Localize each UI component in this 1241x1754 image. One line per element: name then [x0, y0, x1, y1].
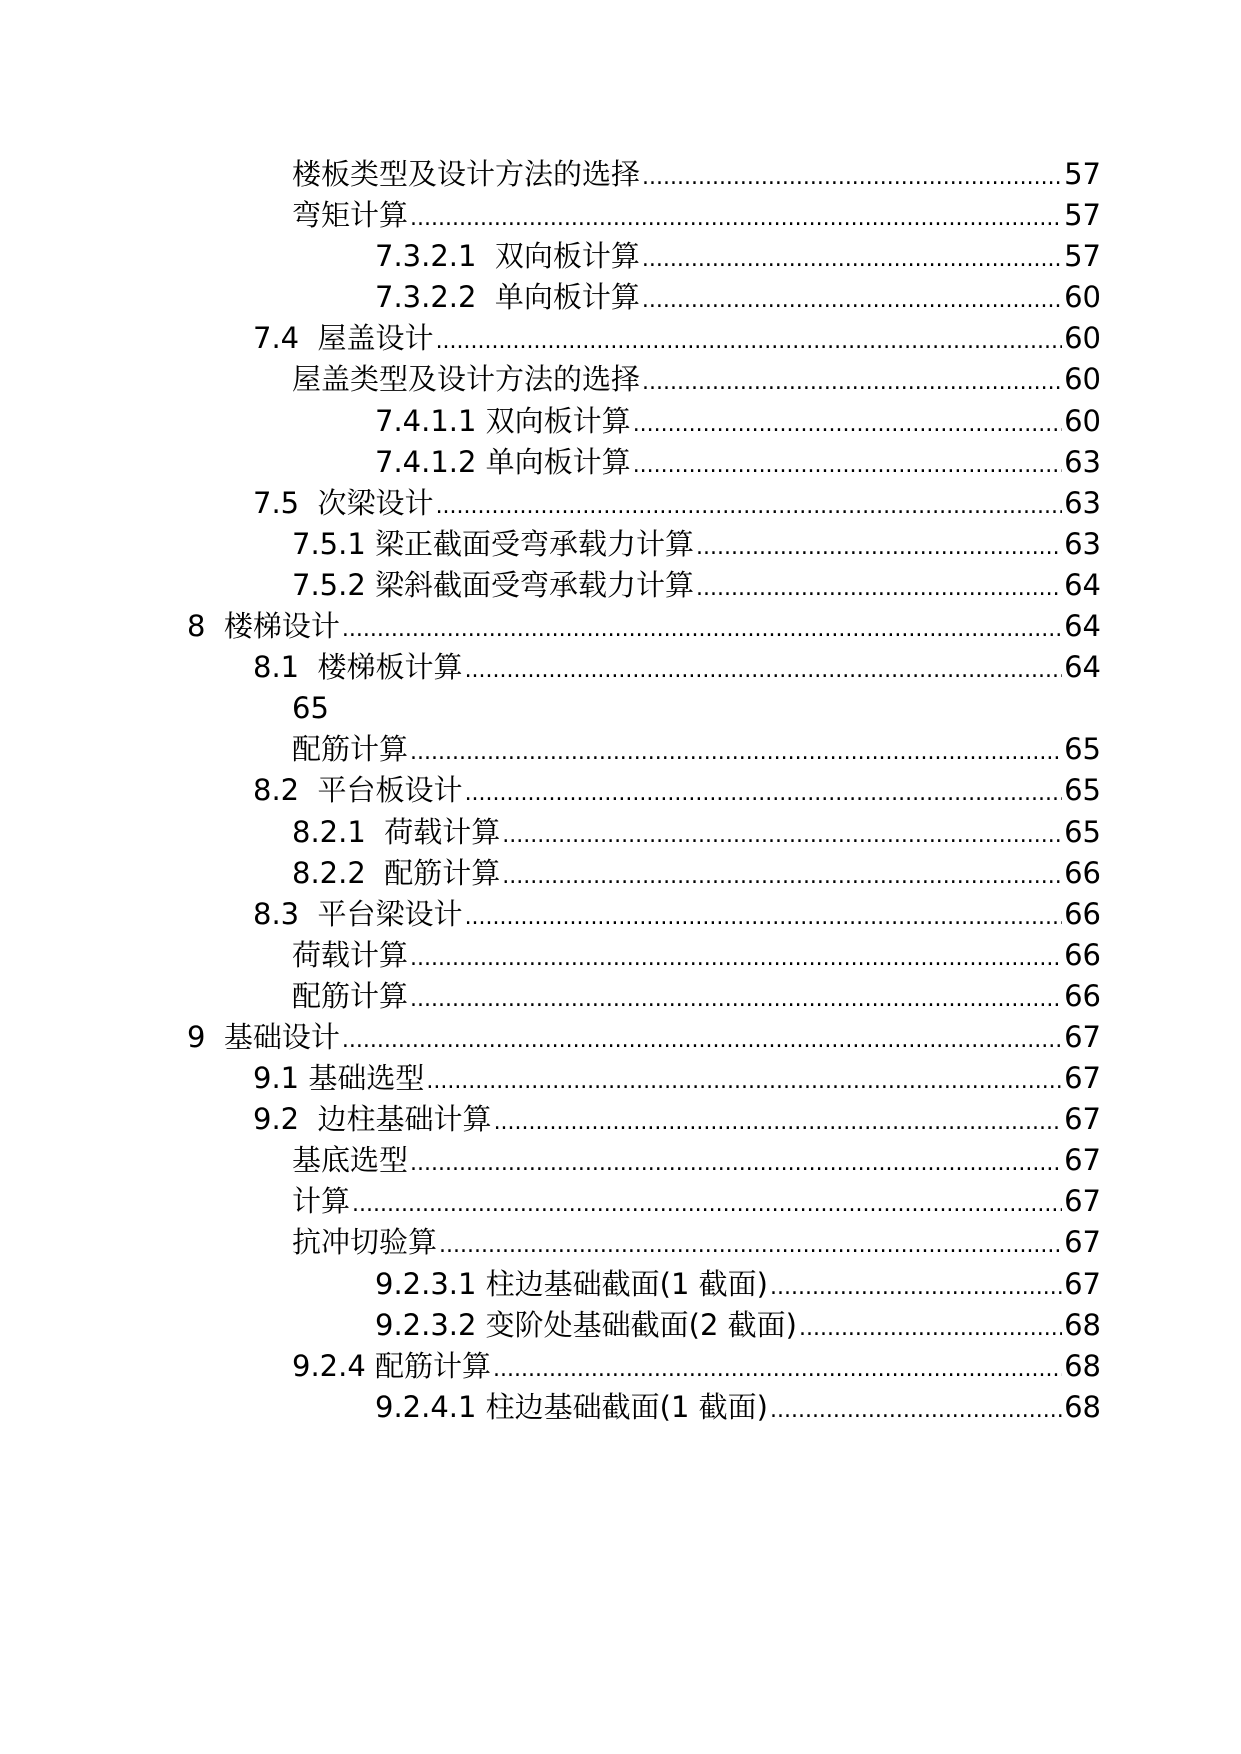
toc-leader-dots — [799, 1308, 1062, 1349]
toc-entry-title: 9.1 基础选型 — [253, 1061, 425, 1096]
toc-entry-page-number: 67 — [1064, 1184, 1101, 1219]
toc-entry-page-number: 67 — [1064, 1266, 1101, 1301]
toc-entry-title: 9.2.3.2 变阶处基础截面(2 截面) — [375, 1307, 797, 1342]
toc-entry-page-number: 64 — [1064, 567, 1101, 602]
toc-entry-title: 8 楼梯设计 — [187, 609, 340, 644]
toc-entry-page-number: 60 — [1064, 403, 1101, 438]
toc-entry[interactable] — [0, 894, 1241, 935]
table-of-contents — [0, 154, 1241, 1428]
toc-entry-page-number: 63 — [1064, 526, 1101, 561]
toc-entry-title: 7.3.2.2 单向板计算 — [375, 280, 640, 315]
toc-entry-page-number: 60 — [1064, 280, 1101, 315]
toc-entry[interactable] — [0, 1264, 1241, 1305]
toc-leader-dots — [436, 321, 1063, 362]
toc-leader-dots — [410, 979, 1062, 1020]
toc-entry-page-number: 65 — [1064, 814, 1101, 849]
toc-entry[interactable] — [0, 1058, 1241, 1099]
toc-entry-title: 9.2 边柱基础计算 — [253, 1102, 492, 1137]
toc-entry[interactable] — [0, 935, 1241, 976]
toc-entry[interactable] — [0, 236, 1241, 277]
toc-entry[interactable] — [0, 524, 1241, 565]
toc-entry[interactable] — [0, 318, 1241, 359]
toc-entry-title: 9 基础设计 — [187, 1019, 340, 1054]
toc-entry-title: 7.3.2.1 双向板计算 — [375, 239, 640, 274]
toc-entry[interactable] — [0, 812, 1241, 853]
toc-entry-title: 配筋计算 — [292, 978, 409, 1013]
toc-entry-page-number: 67 — [1064, 1061, 1101, 1096]
toc-leader-dots — [410, 732, 1062, 773]
toc-entry[interactable] — [0, 442, 1241, 483]
toc-entry[interactable] — [0, 154, 1241, 195]
toc-leader-dots — [436, 486, 1063, 527]
toc-entry[interactable] — [0, 770, 1241, 811]
toc-entry[interactable] — [0, 195, 1241, 236]
toc-entry-page-number: 64 — [1064, 609, 1101, 644]
toc-entry-title: 65 — [292, 691, 329, 726]
toc-entry-title: 7.4 屋盖设计 — [253, 321, 434, 356]
toc-entry-title: 8.3 平台梁设计 — [253, 896, 463, 931]
toc-entry-title: 7.5.2 梁斜截面受弯承载力计算 — [292, 567, 695, 602]
toc-leader-dots — [439, 1225, 1062, 1266]
toc-entry-title: 7.4.1.2 单向板计算 — [375, 444, 631, 479]
toc-entry[interactable] — [0, 359, 1241, 400]
toc-entry-page-number: 57 — [1064, 198, 1101, 233]
toc-entry[interactable] — [0, 606, 1241, 647]
toc-entry[interactable] — [0, 1017, 1241, 1058]
toc-entry[interactable] — [0, 565, 1241, 606]
toc-leader-dots — [410, 938, 1062, 979]
toc-leader-dots — [342, 609, 1062, 650]
toc-entry-title: 9.2.4.1 柱边基础截面(1 截面) — [375, 1389, 768, 1424]
toc-leader-dots — [770, 1267, 1062, 1308]
toc-leader-dots — [502, 856, 1062, 897]
toc-entry[interactable] — [0, 1387, 1241, 1428]
toc-entry-page-number: 66 — [1064, 937, 1101, 972]
toc-leader-dots — [642, 362, 1062, 403]
toc-entry-title: 抗冲切验算 — [292, 1225, 438, 1260]
toc-entry[interactable] — [0, 1140, 1241, 1181]
toc-entry[interactable] — [0, 647, 1241, 688]
toc-leader-dots — [465, 650, 1063, 691]
toc-entry-page-number: 66 — [1064, 855, 1101, 890]
toc-leader-dots — [633, 445, 1062, 486]
toc-entry[interactable] — [0, 1181, 1241, 1222]
toc-entry-title: 9.2.3.1 柱边基础截面(1 截面) — [375, 1266, 768, 1301]
toc-leader-dots — [642, 157, 1062, 198]
toc-entry[interactable] — [0, 1305, 1241, 1346]
toc-entry-title: 8.1 楼梯板计算 — [253, 650, 463, 685]
toc-entry-page-number: 66 — [1064, 896, 1101, 931]
toc-entry[interactable] — [0, 853, 1241, 894]
toc-entry-page-number: 66 — [1064, 978, 1101, 1013]
toc-entry-page-number: 65 — [1064, 773, 1101, 808]
toc-leader-dots — [696, 568, 1062, 609]
toc-entry[interactable] — [0, 1099, 1241, 1140]
toc-leader-dots — [493, 1349, 1062, 1390]
toc-leader-dots — [642, 280, 1062, 321]
toc-leader-dots — [502, 815, 1062, 856]
toc-leader-dots — [342, 1020, 1062, 1061]
toc-entry-title: 屋盖类型及设计方法的选择 — [292, 362, 641, 397]
toc-entry-title: 8.2 平台板设计 — [253, 773, 463, 808]
toc-entry-title: 基底选型 — [292, 1143, 409, 1178]
toc-entry-title: 弯矩计算 — [292, 198, 409, 233]
toc-leader-dots — [410, 1143, 1062, 1184]
toc-entry-page-number: 67 — [1064, 1225, 1101, 1260]
toc-entry[interactable] — [0, 688, 1241, 729]
toc-entry-page-number: 60 — [1064, 321, 1101, 356]
toc-leader-dots — [426, 1061, 1062, 1102]
toc-entry-page-number: 63 — [1064, 444, 1101, 479]
toc-entry-title: 计算 — [292, 1184, 351, 1219]
toc-entry-title: 荷载计算 — [292, 937, 409, 972]
toc-entry-title: 7.5 次梁设计 — [253, 485, 434, 520]
toc-entry[interactable] — [0, 401, 1241, 442]
toc-entry[interactable] — [0, 976, 1241, 1017]
toc-entry-title: 楼板类型及设计方法的选择 — [292, 157, 641, 191]
toc-entry[interactable] — [0, 277, 1241, 318]
toc-entry[interactable] — [0, 1346, 1241, 1387]
toc-entry-title: 7.4.1.1 双向板计算 — [375, 403, 631, 438]
toc-entry-title: 7.5.1 梁正截面受弯承载力计算 — [292, 526, 695, 561]
toc-entry-page-number: 68 — [1064, 1307, 1101, 1342]
toc-entry-page-number: 67 — [1064, 1019, 1101, 1054]
toc-entry-title: 配筋计算 — [292, 732, 409, 767]
toc-leader-dots — [410, 198, 1062, 239]
toc-leader-dots — [465, 897, 1063, 938]
toc-leader-dots — [494, 1102, 1063, 1143]
toc-leader-dots — [352, 1184, 1062, 1225]
toc-entry-page-number: 63 — [1064, 485, 1101, 520]
toc-entry[interactable] — [0, 1222, 1241, 1263]
toc-entry-title: 8.2.2 配筋计算 — [292, 855, 501, 890]
toc-leader-dots — [633, 404, 1062, 445]
toc-leader-dots — [465, 773, 1063, 814]
toc-entry-title: 9.2.4 配筋计算 — [292, 1348, 492, 1383]
toc-entry-page-number: 57 — [1064, 239, 1101, 274]
toc-entry-page-number: 57 — [1064, 157, 1101, 191]
toc-entry-page-number: 67 — [1064, 1102, 1101, 1137]
toc-entry-page-number: 64 — [1064, 650, 1101, 685]
toc-entry-page-number: 68 — [1064, 1348, 1101, 1383]
toc-entry-page-number: 65 — [1064, 732, 1101, 767]
toc-entry[interactable] — [0, 483, 1241, 524]
toc-leader-dots — [642, 239, 1062, 280]
toc-entry[interactable] — [0, 729, 1241, 770]
toc-leader-dots — [696, 527, 1062, 568]
toc-entry-title: 8.2.1 荷载计算 — [292, 814, 501, 849]
toc-entry-page-number: 68 — [1064, 1389, 1101, 1424]
toc-leader-dots — [770, 1390, 1062, 1431]
toc-entry-page-number: 60 — [1064, 362, 1101, 397]
toc-entry-page-number: 67 — [1064, 1143, 1101, 1178]
